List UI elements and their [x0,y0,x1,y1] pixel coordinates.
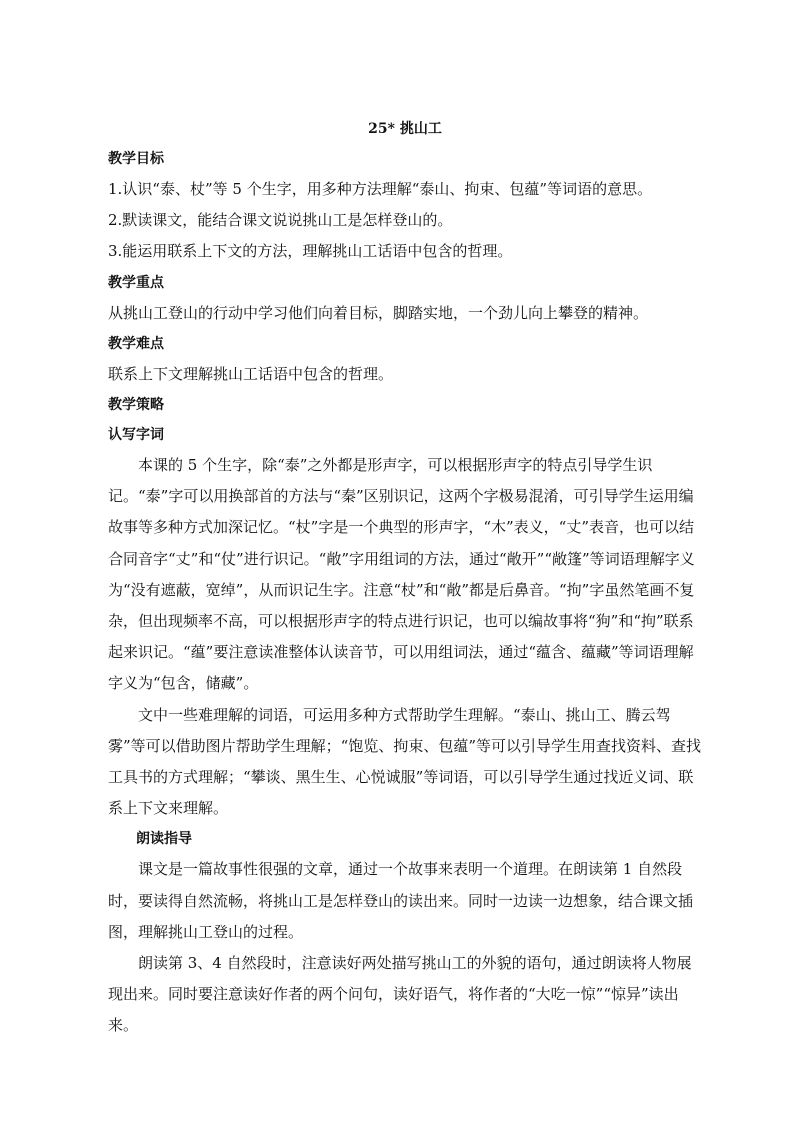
vocab-paragraph: 文中一些难理解的词语，可运用多种方式帮助学生理解。“泰山、挑山工、腾云驾雾”等可以借助图片帮助学生理解；“饱览、拘束、包蕴”等可以引导学生用查找资料、查找工具书的方式理解；“攀谈、黑生生、心悦诚服”等词语，可以引导学生通过找近义词、联系上下文来理解。 [108,705,702,818]
strategy-heading: 教学策略 [108,397,164,414]
reading-heading: 朗读指导 [136,831,192,848]
goal-item: 3.能运用联系上下文的方法，理解挑山工话语中包含的哲理。 [108,242,513,261]
page-title: 25* 挑山工 [368,121,442,137]
reading-paragraph: 朗读第 3、4 自然段时，注意读好两处描写挑山工的外貌的语句，通过朗读将人物展现出来。同时要注意读好作者的两个问句，读好语气，将作者的“大吃一惊”“惊异”读出来。 [108,954,692,1035]
difficulty-heading: 教学难点 [108,335,164,352]
goals-heading: 教学目标 [108,151,164,167]
chars-paragraph: 本课的 5 个生字，除“泰”之外都是形声字，可以根据形声字的特点引导学生识记。“泰”字可以用换部首的方法与“秦”区别识记，这两个字极易混淆，可引导学生运用编故事等多种方式加深记忆。“杖”字是一个典型的形声字，“木”表义，“丈”表音，也可以结合同音字“丈”和“仗”进行识记。“敞”字用组词的方法，通过“敞开”“敞篷”等词语理解字义为“没有遮蔽，宽绰”，从而识记生字。注意“杖”和“敞”都是后鼻音。“拘”字虽然笔画不复杂，但出现频率不高，可以根据形声字的特点进行识记，也可以编故事将“狗”和“拘”联系起来识记。“蕴”要注意读准整体认读音节，可以用组词法，通过“蕴含、蕴藏”等词语理解字义为“包含，储藏”。 [108,456,695,693]
key-points-heading: 教学重点 [108,274,164,291]
chars-heading: 认写字词 [108,427,164,444]
goal-item: 2.默读课文，能结合课文说说挑山工是怎样登山的。 [108,211,453,230]
goal-item: 1.认识“泰、杖”等 5 个生字，用多种方法理解“泰山、拘束、包蕴”等词语的意思。 [108,180,653,198]
key-points-text: 从挑山工登山的行动中学习他们向着目标，脚踏实地，一个劲儿向上攀登的精神。 [108,303,649,322]
difficulty-text: 联系上下文理解挑山工话语中包含的哲理。 [108,364,394,383]
reading-paragraph: 课文是一篇故事性很强的文章，通过一个故事来表明一个道理。在朗读第 1 自然段时，要读得自然流畅，将挑山工是怎样登山的读出来。同时一边读一边想象，结合课文插图，理解挑山工登山的过程。 [108,860,694,941]
